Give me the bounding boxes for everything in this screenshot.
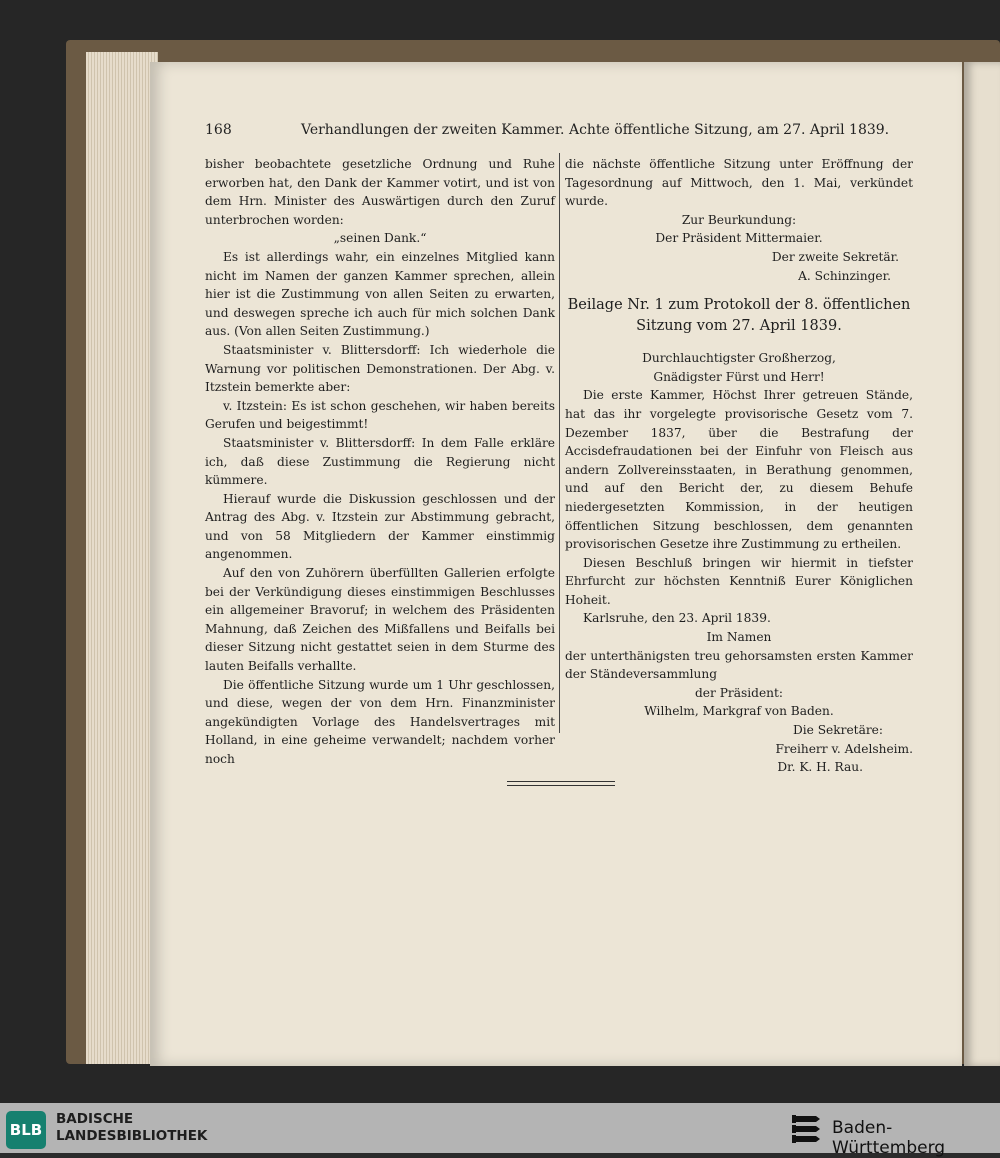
running-title: Verhandlungen der zweiten Kammer. Achte öffentliche Sitzung, am 27. April 1839. bbox=[301, 122, 890, 138]
paragraph: Staatsminister v. Blittersdorff: Ich wiederhole die Warnung vor politischen Demonstrationen. Der Abg. v. Itzstein bemerkte aber: bbox=[205, 342, 555, 395]
library-name-line: LANDESBIBLIOTHEK bbox=[56, 1128, 208, 1144]
library-name-line: BADISCHE bbox=[56, 1111, 134, 1127]
president-name: Wilhelm, Markgraf von Baden. bbox=[644, 704, 834, 719]
paragraph: Die öffentliche Sitzung wurde um 1 Uhr geschlossen, und diese, wegen der von dem Hrn. Finanzminister angekündigten Vorlage des Handelsvertrages mit Holland, in eine geheime verwandelt; nachdem vorher noch bbox=[205, 677, 555, 766]
facing-page-edge bbox=[964, 62, 1000, 1066]
secretary-title: Der zweite Sekretär. bbox=[771, 249, 899, 264]
secretary-name: Freiherr v. Adelsheim. bbox=[775, 741, 913, 756]
page-edges bbox=[86, 52, 158, 1064]
column-divider bbox=[559, 153, 560, 733]
state-name[interactable]: Baden-Württemberg bbox=[832, 1118, 946, 1158]
secretary-name: A. Schinzinger. bbox=[798, 268, 891, 283]
quote-line: „seinen Dank.“ bbox=[333, 231, 427, 246]
paragraph: Auf den von Zuhörern überfüllten Gallerien erfolgte bei der Verkündigung dieses einstimmigen Beschlusses ein allgemeiner Bravoruf; in welchem des Präsidenten Mahnung, daß Zeichen des Mißfallens und Beifalls bei dieser Sitzung nicht gestattet seien in dem Sturme des lauten Beifalls verhallte. bbox=[205, 566, 555, 674]
appendix-heading: Beilage Nr. 1 zum Protokoll der 8. öffentlichen Sitzung vom 27. April 1839. bbox=[567, 297, 911, 335]
paragraph: Hierauf wurde die Diskussion geschlossen und der Antrag des Abg. v. Itzstein zur Abstimmung gebracht, und von 58 Mitgliedern der Kammer einstimmig angenommen. bbox=[205, 491, 555, 562]
page-number: 168 bbox=[205, 122, 232, 138]
chamber-line: der unterthänigsten treu gehorsamsten ersten Kammer der Ständeversammlung bbox=[565, 648, 913, 682]
end-rule bbox=[507, 781, 615, 786]
right-column bbox=[565, 155, 913, 777]
president-label: der Präsident: bbox=[694, 685, 784, 700]
paragraph: Staatsminister v. Blittersdorff: In dem Falle erkläre ich, daß diese Zustimmung die Regierung nicht kümmere. bbox=[205, 435, 555, 488]
paragraph: bisher beobachtete gesetzliche Ordnung und Ruhe erworben hat, den Dank der Kammer votirt, und ist von dem Hrn. Minister des Auswärtigen durch den Zuruf unterbrochen worden: bbox=[205, 157, 555, 227]
paragraph: Die erste Kammer, Höchst Ihrer getreuen Stände, hat das ihr vorgelegte provisorische Gesetz vom 7. Dezember 1837, über die Bestrafung der Accisdefraudationen bei der Einfuhr von Fleisch aus andern Zollvereinsstaaten, in Berathung genommen, und auf den Bericht der, zu diesem Behufe niedergesetzten Kommission, in der heutigen öffentlichen Sitzung beschlossen, dem genannten provisorischen Gesetze ihre Zustimmung zu ertheilen. bbox=[565, 388, 913, 552]
address-line: Gnädigster Fürst und Herr! bbox=[653, 369, 825, 384]
footer-bar bbox=[0, 1103, 1000, 1158]
secretaries-label: Die Sekretäre: bbox=[792, 723, 883, 738]
president-signature: Der Präsident Mittermaier. bbox=[655, 231, 823, 246]
paragraph: v. Itzstein: Es ist schon geschehen, wir haben bereits Gerufen und beigestimmt! bbox=[205, 398, 555, 432]
paragraph: Diesen Beschluß bringen wir hiermit in tiefster Ehrfurcht zur höchsten Kenntniß Eurer Königlichen Hoheit. bbox=[565, 555, 913, 607]
left-column bbox=[205, 155, 555, 769]
secretary-name: Dr. K. H. Rau. bbox=[777, 760, 863, 775]
in-name-line: Im Namen bbox=[706, 630, 772, 645]
three-lions-icon bbox=[790, 1111, 826, 1147]
certification-label: Zur Beurkundung: bbox=[681, 212, 797, 227]
library-name[interactable] bbox=[56, 1111, 207, 1145]
date-line: Karlsruhe, den 23. April 1839. bbox=[583, 611, 771, 626]
paragraph: die nächste öffentliche Sitzung unter Eröffnung der Tagesordnung auf Mittwoch, den 1. Mai, verkündet wurde. bbox=[565, 157, 913, 209]
paragraph: Es ist allerdings wahr, ein einzelnes Mitglied kann nicht im Namen der ganzen Kammer sprechen, allein hier ist die Zustimmung von allen Seiten zu erwarten, und deswegen spreche ich auch für mich solchen Dank aus. (Von allen Seiten Zustimmung.) bbox=[205, 249, 555, 339]
blb-logo[interactable]: BLB bbox=[6, 1111, 46, 1149]
address-line: Durchlauchtigster Großherzog, bbox=[642, 351, 836, 366]
